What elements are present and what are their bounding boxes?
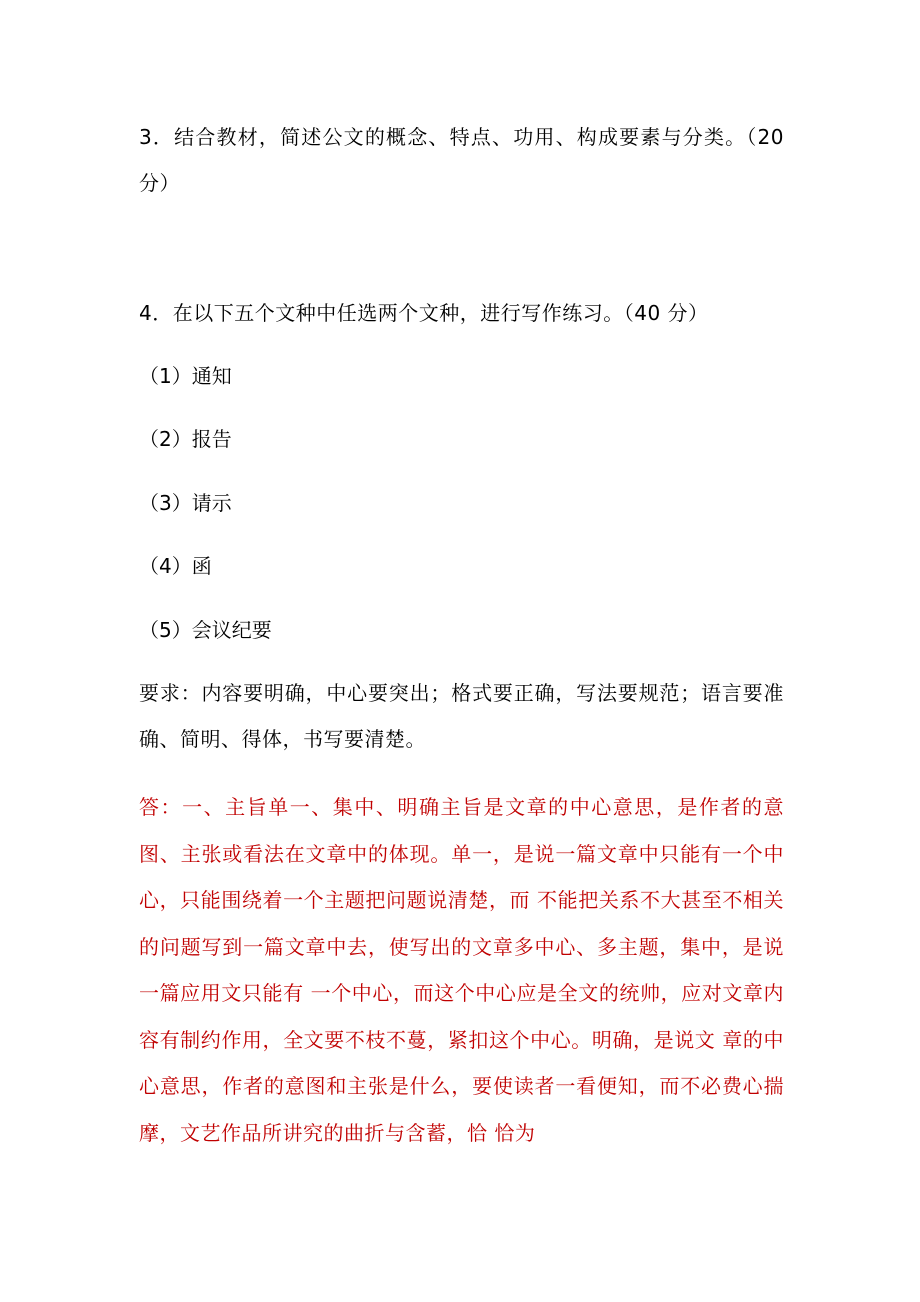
answer-text: 答：一、主旨单一、集中、明确主旨是文章的中心意思，是作者的意图、主张或看法在文章中的体现。单一，是说一篇文章中只能有一个中心，只能围绕着一个主题把问题说清楚，而 不能把关系不大甚至不相关的问题写到一篇文章中去，使写出的文章多中心、多主题，集中，是说一篇应用文只能有 一个中心，而这个中心应是全文的统帅，应对文章内容有制约作用，全文要不枝不蔓，紧扣这个中心。明确，是说文 章的中心意思，作者的意图和主张是什么，要使读者一看便知，而不必费心揣摩，文艺作品所讲究的曲折与含蓄，恰 恰为 bbox=[139, 795, 784, 1145]
requirement-text: 要求：内容要明确，中心要突出；格式要正确，写法要规范；语言要准确、简明、得体，书写要清楚。 bbox=[139, 681, 784, 751]
option-item: （5）会议纪要 bbox=[139, 618, 272, 642]
question-3: 3．结合教材，简述公文的概念、特点、功用、构成要素与分类。（20分） bbox=[139, 125, 784, 195]
option-item: （3）请示 bbox=[139, 491, 232, 515]
option-item: （1）通知 bbox=[139, 364, 232, 388]
question-4: 4．在以下五个文种中任选两个文种，进行写作练习。（40 分） bbox=[139, 301, 709, 325]
option-item: （4）函 bbox=[139, 554, 212, 578]
option-item: （2）报告 bbox=[139, 427, 232, 451]
